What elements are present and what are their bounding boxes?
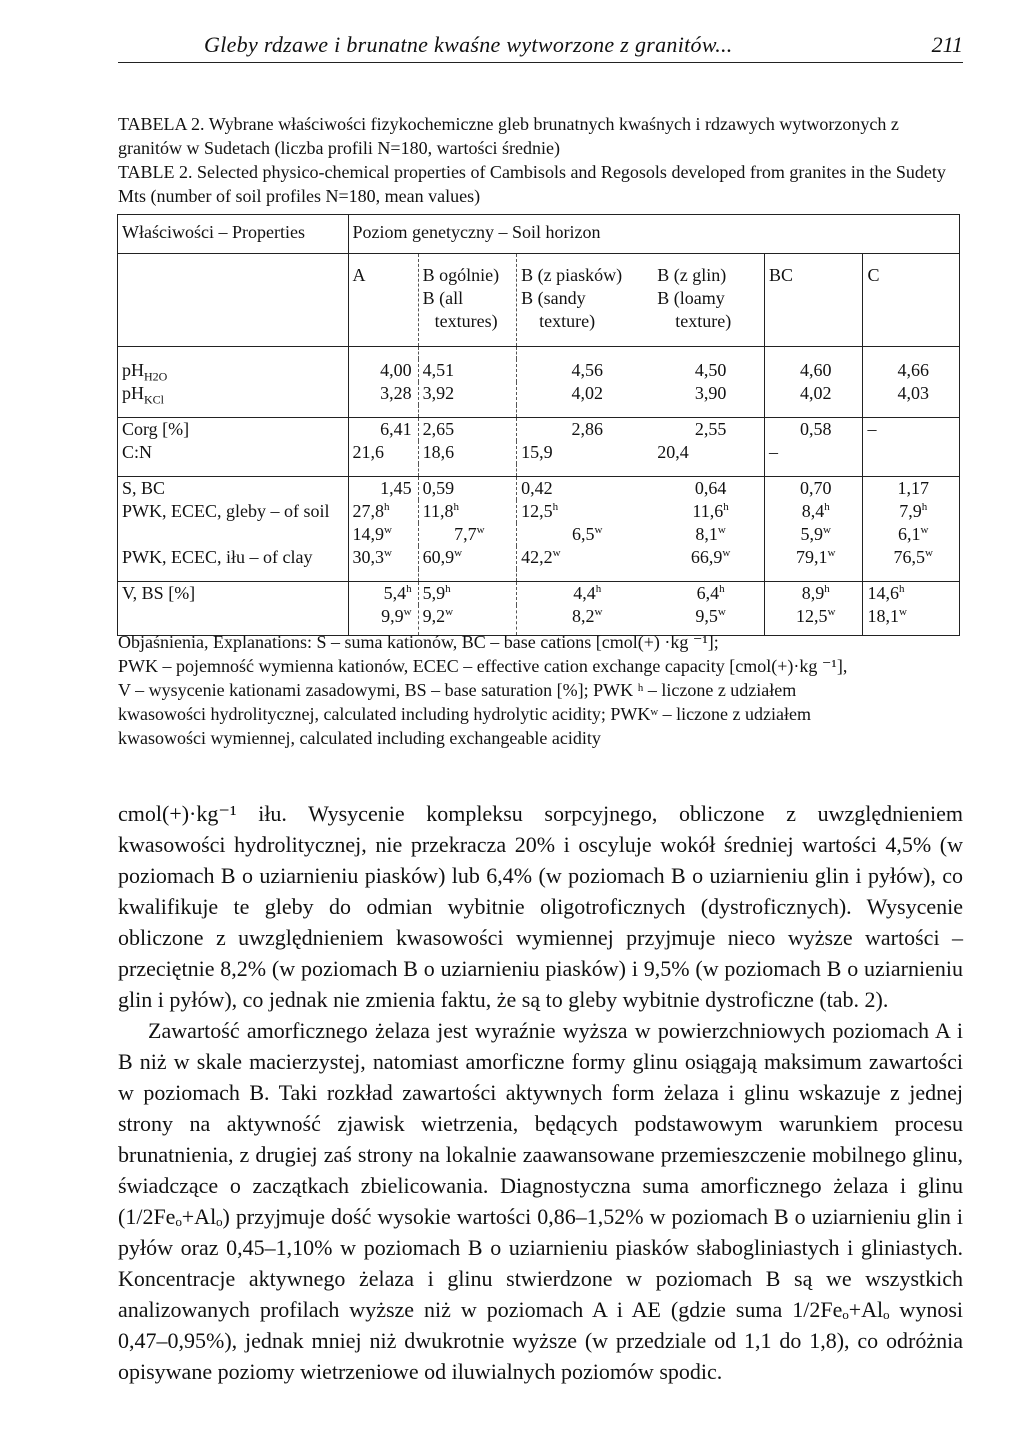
note-line: PWK – pojemność wymienna kationów, ECEC – effective cation exchange capacity [cmol(+)·kg ⁻¹], [118, 656, 848, 676]
note-line: kwasowości hydrolitycznej, calculated including hydrolytic acidity; PWKʷ – liczone z udziałem [118, 704, 811, 724]
table-row: $pH_{KCl}$ 3,28 3,92 4,02 3,90 4,02 4,03 [118, 382, 960, 405]
horizon-b-loam: B (z glin) B (loamy texture) [653, 254, 764, 347]
table-row: PWK, ECEC, iłu – of clay 30,3$^w$ 60,9$^w$ 42,2$^w$ 66,9$^w$ 79,1$^w$ 76,5$^w$ [118, 546, 960, 569]
table-row: Corg [%] 6,41 2,65 2,86 2,55 0,58 – [118, 418, 960, 442]
header-properties: Właściwości – Properties [118, 215, 349, 254]
table-row: 14,9$^w$ 7,7$^w$ 6,5$^w$ 8,1$^w$ 5,9$^w$ 6,1$^w$ [118, 523, 960, 546]
table-row: S, BC 1,45 0,59 0,42 0,64 0,70 1,17 [118, 477, 960, 501]
table-row: $pH_{H2O}$ 4,00 4,51 4,56 4,50 4,60 4,66 [118, 359, 960, 382]
horizon-row [118, 254, 960, 347]
caption-english: TABLE 2. Selected physico-chemical properties of Cambisols and Regosols developed from granites in the Sudety Mts (number of soil profiles N=180, mean values) [118, 162, 946, 206]
running-head [118, 26, 963, 63]
running-title: Gleby rdzawe i brunatne kwaśne wytworzone z granitów... [204, 32, 733, 57]
paragraph-2: Zawartość amorficznego żelaza jest wyraźnie wyższa w powierzchniowych poziomach A i B niż w skale macierzystej, natomiast amorficzne formy glinu osiągają maksimum zawartości w poziomach B. Taki rozkład zawartości aktywnych form żelaza i glinu wskazuje z jednej strony na aktywność zjawisk wietrzenia, będących podstawowym warunkiem procesu brunatnienia, z drugiej zaś strony na lokalnie zaawansowane przemieszczenie mobilnego glinu, świadczące o zaczątkach zbielicowania. Diagnostyczna suma amorficznego żelaza i glinu (1/2Feₒ+Alₒ) przyjmuje dość wysokie wartości 0,86–1,52% w poziomach B o uziarnieniu glin i pyłów oraz 0,45–1,10% w poziomach B o uziarnieniu piasków słabogliniastych i gliniastych. Koncentracje aktywnego żelaza i glinu stwierdzone w poziomach B są we wszystkich analizowanych profilach wyższe niż w poziomach A i AE (gdzie suma 1/2Feₒ+Alₒ wynosi 0,47–0,95%), jednak mniej niż dwukrotnie wyższe (w przedziale od 1,1 do 1,8), co odróżnia opisywane poziomy wietrzeniowe od iluwialnych poziomów spodic. [118, 1018, 963, 1384]
properties-table [117, 214, 960, 636]
body-text [118, 798, 963, 1387]
note-line: Objaśnienia, Explanations: S – suma kationów, BC – base cations [cmol(+) ·kg ⁻¹]; [118, 632, 719, 652]
table-header-row [118, 215, 960, 254]
paragraph-1: cmol(+)·kg⁻¹ iłu. Wysycenie kompleksu sorpcyjnego, obliczone z uwzględnieniem kwasowości hydrolitycznej, nie przekracza 20% i oscyluje wokół średniej wartości 4,5% (w poziomach B o uziarnieniu piasków) lub 6,4% (w poziomach B o uziarnieniu glin i pyłów), co kwalifikuje te gleby do odmian wybitnie oligotroficznych (dystroficznych). Wysycenie obliczone z uwzględnieniem kwasowości wymiennej przyjmuje nieco wyższe wartości – przeciętnie 8,2% (w poziomach B o uziarnieniu piasków) i 9,5% (w poziomach B o uziarnieniu glin i pyłów), co jednak nie zmienia faktu, że są to gleby wybitnie dystroficzne (tab. 2). [118, 801, 963, 1012]
caption-polish: TABELA 2. Wybrane właściwości fizykochemiczne gleb brunatnych kwaśnych i rdzawych wytworzonych z granitów w Sudetach (liczba profili N=180, wartości średnie) [118, 114, 899, 158]
horizon-b-sand: B (z piasków) B (sandy texture) [517, 254, 654, 347]
table-row: C:N 21,6 18,6 15,9 20,4 – [118, 441, 960, 464]
table-row: 9,9$^w$ 9,2$^w$ 8,2$^w$ 9,5$^w$ 12,5$^w$ 18,1$^w$ [118, 605, 960, 636]
header-soil-horizon: Poziom genetyczny – Soil horizon [348, 215, 959, 254]
table-notes [118, 630, 963, 750]
table-caption [118, 112, 960, 208]
horizon-bc: BC [764, 254, 863, 347]
page-number: 211 [931, 32, 963, 57]
horizon-b-all: B ogólnie) B (all textures) [418, 254, 517, 347]
table-row: V, BS [%] 5,4$^h$ 5,9$^h$ 4,4$^h$ 6,4$^h$ 8,9$^h$ 14,6$^h$ [118, 582, 960, 606]
horizon-c: C [863, 254, 960, 347]
note-line: kwasowości wymiennej, calculated including exchangeable acidity [118, 728, 601, 748]
note-line: V – wysycenie kationami zasadowymi, BS – base saturation [%]; PWK ʰ – liczone z udziałem [118, 680, 797, 700]
horizon-a: A [348, 254, 418, 347]
table-row: PWK, ECEC, gleby – of soil 27,8$^h$ 11,8$^h$ 12,5$^h$ 11,6$^h$ 8,4$^h$ 7,9$^h$ [118, 500, 960, 523]
